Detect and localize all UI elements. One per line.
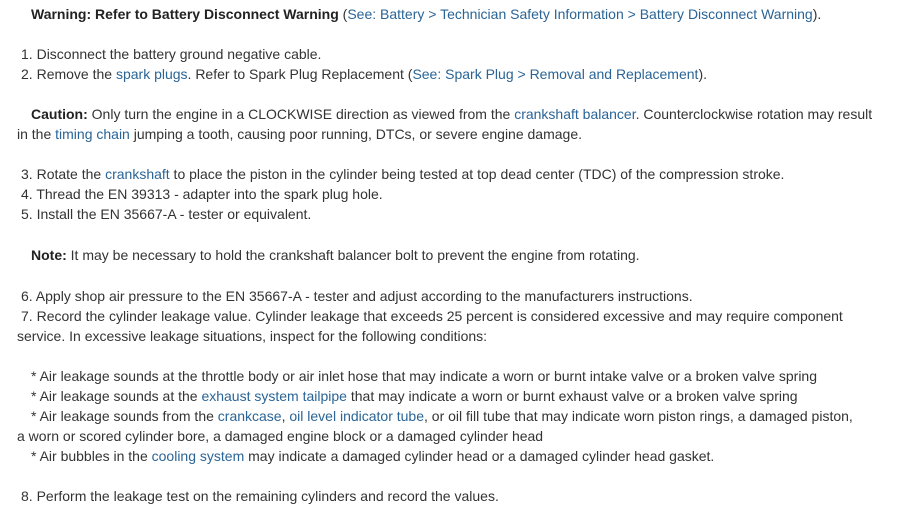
condition-item: * Air leakage sounds at the throttle body or air inlet hose that may indicate a worn or burnt intake valve or a broken valve spring <box>31 368 818 384</box>
step-6: 6. Apply shop air pressure to the EN 35667-A - tester and adjust according to the manufacturers instructions. <box>21 288 693 304</box>
step-2: 2. Remove the spark plugs. Refer to Spark Plug Replacement (See: Spark Plug > Removal and Replacement). <box>21 66 707 82</box>
cooling-system-link[interactable]: cooling system <box>151 448 245 464</box>
warning-label: Warning: Refer to Battery Disconnect Warning <box>31 6 339 22</box>
note-label: Note: <box>31 247 67 263</box>
crankshaft-link[interactable]: crankshaft <box>105 166 170 182</box>
battery-disconnect-warning-link[interactable]: See: Battery > Technician Safety Information > Battery Disconnect Warning <box>347 6 813 22</box>
step-3: 3. Rotate the crankshaft to place the piston in the cylinder being tested at top dead center (TDC) of the compression stroke. <box>21 166 785 182</box>
crankcase-link[interactable]: crankcase <box>217 408 282 424</box>
condition-item: * Air leakage sounds at the exhaust system tailpipe that may indicate a worn or burnt exhaust valve or a broken valve spring <box>31 388 798 404</box>
step-5: 5. Install the EN 35667-A - tester or equivalent. <box>21 206 312 222</box>
condition-item-continued: a worn or scored cylinder bore, a damaged engine block or a damaged cylinder head <box>17 428 544 444</box>
condition-item: * Air bubbles in the cooling system may indicate a damaged cylinder head or a damaged cylinder head gasket. <box>31 448 715 464</box>
crankshaft-balancer-link[interactable]: crankshaft balancer <box>514 106 636 122</box>
caution-label: Caution: <box>31 106 88 122</box>
timing-chain-link[interactable]: timing chain <box>55 126 130 142</box>
warning-line: Warning: Refer to Battery Disconnect Warning (See: Battery > Technician Safety Information > Battery Disconnect Warning). <box>31 6 822 22</box>
step-8: 8. Perform the leakage test on the remaining cylinders and record the values. <box>21 488 499 504</box>
exhaust-system-tailpipe-link[interactable]: exhaust system tailpipe <box>201 388 347 404</box>
step-7: 7. Record the cylinder leakage value. Cylinder leakage that exceeds 25 percent is considered excessive and may require component <box>21 308 843 324</box>
caution-line-2: in the timing chain jumping a tooth, causing poor running, DTCs, or severe engine damage. <box>17 126 582 142</box>
oil-level-indicator-tube-link[interactable]: oil level indicator tube <box>289 408 425 424</box>
step-4: 4. Thread the EN 39313 - adapter into the spark plug hole. <box>21 186 383 202</box>
step-7-continued: service. In excessive leakage situations, inspect for the following conditions: <box>17 328 488 344</box>
spark-plugs-link[interactable]: spark plugs <box>115 66 188 82</box>
caution-line-1: Caution: Only turn the engine in a CLOCKWISE direction as viewed from the crankshaft balancer. Counterclockwise rotation may result <box>31 106 873 122</box>
condition-item: * Air leakage sounds from the crankcase, oil level indicator tube, or oil fill tube that may indicate worn piston rings, a damaged piston, <box>31 408 853 424</box>
step-1: 1. Disconnect the battery ground negative cable. <box>21 46 322 62</box>
spark-plug-replacement-link[interactable]: See: Spark Plug > Removal and Replacement <box>412 66 699 82</box>
note-line: Note: It may be necessary to hold the crankshaft balancer bolt to prevent the engine from rotating. <box>31 247 640 263</box>
